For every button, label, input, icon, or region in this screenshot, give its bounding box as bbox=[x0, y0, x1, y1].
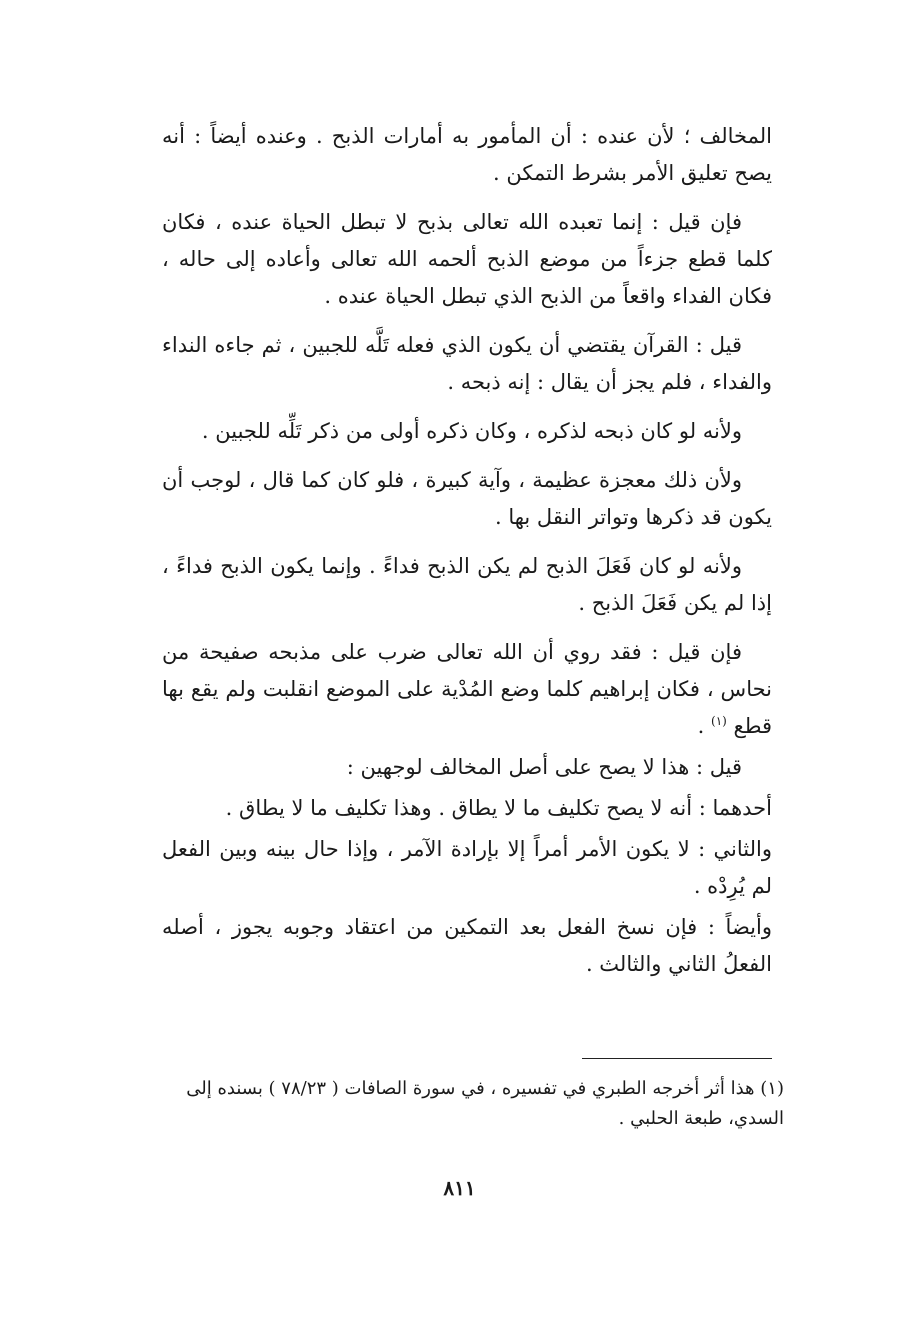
paragraph-11: وأيضاً : فإن نسخ الفعل بعد التمكين من اعتقاد وجوبه يجوز ، أصله الفعلُ الثاني والثالث . bbox=[162, 915, 772, 976]
paragraph-7-text: فإن قيل : فقد روي أن الله تعالى ضرب على مذبحه صفيحة من نحاس ، فكان إبراهيم كلما وضع المُدْية على الموضع انقلبت ولم يقع بها قطع bbox=[162, 640, 772, 738]
paragraph-8: قيل : هذا لا يصح على أصل المخالف لوجهين : bbox=[346, 755, 742, 779]
footnote: (١) هذا أثر أخرجه الطبري في تفسيره ، في سورة الصافات ( ٧٨/٢٣ ) بسنده إلى السدي، طبعة الحلبي . bbox=[186, 1078, 784, 1129]
paragraph-7 bbox=[162, 634, 772, 745]
paragraph-7-end: . bbox=[697, 714, 705, 738]
footnote-divider bbox=[582, 1058, 772, 1059]
paragraph-1: المخالف ؛ لأن عنده : أن المأمور به أمارات الذبح . وعنده أيضاً : أنه يصح تعليق الأمر بشرط التمكن . bbox=[162, 124, 772, 185]
main-text bbox=[162, 118, 772, 987]
footnote-reference: (١) bbox=[711, 714, 727, 728]
paragraph-9: أحدهما : أنه لا يصح تكليف ما لا يطاق . وهذا تكليف ما لا يطاق . bbox=[225, 796, 772, 820]
paragraph-5: ولأن ذلك معجزة عظيمة ، وآية كبيرة ، فلو كان كما قال ، لوجب أن يكون قد ذكرها وتواتر النقل بها . bbox=[162, 468, 772, 529]
paragraph-2: فإن قيل : إنما تعبده الله تعالى بذبح لا تبطل الحياة عنده ، فكان كلما قطع جزءاً من موضع الذبح ألحمه الله تعالى وأعاده إلى حاله ، فكان الفداء واقعاً من الذبح الذي تبطل الحياة عنده . bbox=[162, 210, 772, 308]
paragraph-4: ولأنه لو كان ذبحه لذكره ، وكان ذكره أولى من ذكر تَلِّه للجبين . bbox=[201, 419, 742, 443]
paragraph-6: ولأنه لو كان فَعَلَ الذبح لم يكن الذبح فداءً . وإنما يكون الذبح فداءً ، إذا لم يكن فَعَلَ الذبح . bbox=[162, 554, 772, 615]
paragraph-10: والثاني : لا يكون الأمر أمراً إلا بإرادة الآمر ، وإذا حال بينه وبين الفعل لم يُرِدْه . bbox=[162, 837, 772, 898]
paragraph-3: قيل : القرآن يقتضي أن يكون الذي فعله تَلَّه للجبين ، ثم جاءه النداء والفداء ، فلم يجز أن يقال : إنه ذبحه . bbox=[162, 333, 772, 394]
page-number: ٨١١ bbox=[443, 1176, 476, 1200]
